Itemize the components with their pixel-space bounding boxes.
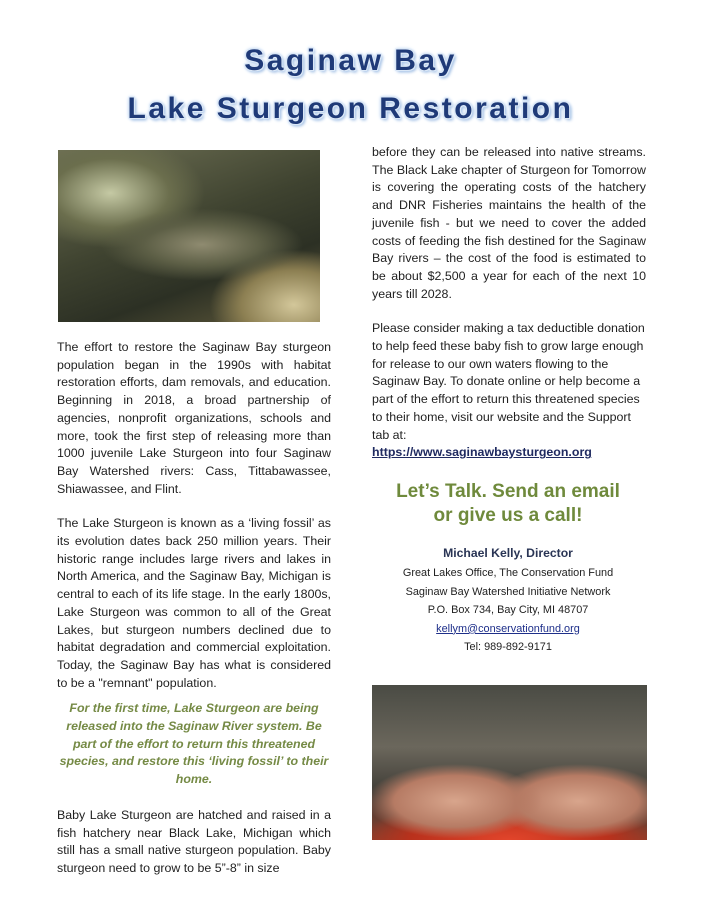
funding-paragraph: before they can be released into native streams. The Black Lake chapter of Sturgeon for Tomorrow is covering the operating costs of the hatchery and DNR Fisheries maintains the health of the juvenile fish - but we need to cover the added costs of feeding the fish destined for the Saginaw Bay rivers – the cost of the food is estimated to be about $2,500 a year for each of the next 10 years till 2028. (372, 145, 646, 301)
contact-email-link[interactable]: kellym@conservationfund.org (436, 622, 580, 635)
title-line-1: Saginaw Bay (244, 44, 457, 77)
title-line-2: Lake Sturgeon Restoration (127, 92, 574, 125)
cta-line-1: Let’s Talk. Send an email (396, 481, 620, 502)
baby-sturgeon-in-hands-photo (372, 685, 647, 840)
contact-address: P.O. Box 734, Bay City, MI 48707 (427, 604, 589, 617)
donation-paragraph: Please consider making a tax deductible donation to help feed these baby fish to grow large enough for release to our own waters flowing to the Saginaw Bay. To donate online or help become a part of the effort to return this threatened species to their home, visit our website and the Support tab at: (372, 321, 645, 442)
contact-name: Michael Kelly, Director (443, 546, 573, 560)
right-column (372, 144, 646, 462)
call-to-action (360, 480, 656, 528)
cta-line-2: or give us a call! (433, 505, 583, 526)
contact-network: Saginaw Bay Watershed Initiative Network (405, 585, 611, 598)
highlight-quote: For the first time, Lake Sturgeon are being released into the Saginaw River system. Be part of the effort to return this threatened species, and restore this ‘living fossil’ to their home. (59, 701, 329, 787)
website-link[interactable]: https://www.saginawbaysturgeon.org (372, 445, 592, 460)
contact-office: Great Lakes Office, The Conservation Fund (402, 567, 614, 579)
intro-paragraph: The effort to restore the Saginaw Bay sturgeon population began in the 1990s with habitat restoration efforts, dam removals, and education. Beginning in 2018, a broad partnership of agencies, nonprofit organizations, schools and more, took the first step of releasing more than 1000 juvenile Lake Sturgeon into four Saginaw Bay Watershed rivers: Cass, Tittabawassee, Shiawassee, and Flint. (57, 340, 331, 496)
living-fossil-paragraph: The Lake Sturgeon is known as a ‘living fossil’ as its evolution dates back 250 million years. Their historic range includes large rivers and lakes in North America, and the Saginaw Bay, Michigan is central to each of its life stage. In the early 1800s, Lake Sturgeon was common to all of the Great Lakes, but sturgeon numbers declined due to habitat degradation and commercial exploitation. Today, the Saginaw Bay has what is considered to be a "remnant" population. (57, 516, 331, 690)
left-column (57, 339, 331, 692)
contact-block (360, 545, 656, 657)
contact-phone: Tel: 989-892-9171 (464, 641, 552, 654)
hatchery-paragraph: Baby Lake Sturgeon are hatched and raised in a fish hatchery near Black Lake, Michigan which still has a small native sturgeon population. Baby sturgeon need to grow to be 5”-8” in size (57, 808, 331, 876)
sturgeon-underwater-photo (58, 150, 320, 322)
left-column-bottom (57, 807, 331, 878)
